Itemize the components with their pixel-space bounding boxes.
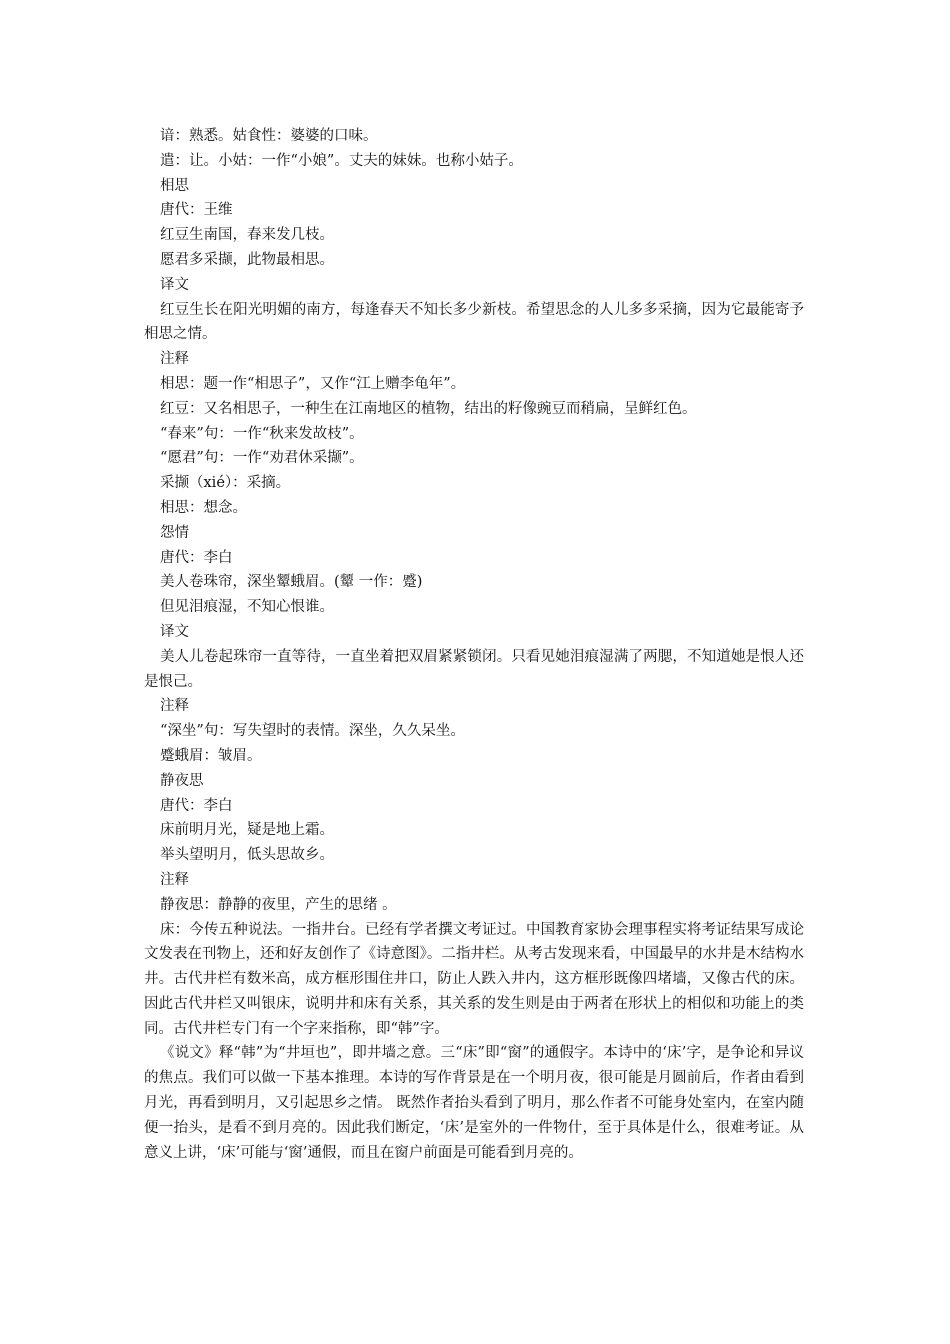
note-paragraph: 《说文》释“韩”为“井垣也”，即井墙之意。三“床”即“窗”的通假字。本诗中的‘床’字，是争论和异议的焦点。我们可以做一下基本推理。本诗的写作背景是在一个明月夜，很可能是月圆前后，作者由看到月光，再看到明月，又引起思乡之情。 既然作者抬头看到了明月，那么作者不可能身处室内，在室内随便一抬头，是看不到月亮的。因此我们断定，‘床’是室外的一件物什，至于具体是什么，很难考证。从意义上讲，‘床’可能与‘窗’通假，而且在窗户前面是可能看到月亮的。 — [144, 1045, 804, 1161]
note-line: “愿君”句：一作“劝君休采撷”。 — [160, 450, 364, 467]
poem-verse: 但见泪痕湿，不知心恨谁。 — [160, 599, 334, 616]
section-heading: 注释 — [160, 871, 189, 888]
poem-title: 相思 — [160, 177, 189, 194]
note-line: 采撷（xié）：采摘。 — [160, 475, 291, 492]
document-page — [144, 124, 804, 1165]
section-heading: 译文 — [160, 623, 189, 640]
poem-verse: 红豆生南国，春来发几枝。 — [160, 227, 334, 244]
poem-author: 唐代：王维 — [160, 202, 233, 219]
translation-paragraph: 美人儿卷起珠帘一直等待，一直坐着把双眉紧紧锁闭。只看见她泪痕湿满了两腮，不知道她是恨人还是恨己。 — [144, 648, 804, 690]
poem-title: 静夜思 — [160, 772, 204, 789]
text-line: 谙：熟悉。姑食性：婆婆的口味。 — [160, 128, 378, 144]
note-line: 相思：想念。 — [160, 499, 247, 516]
poem-verse: 床前明月光，疑是地上霜。 — [160, 822, 334, 839]
poem-verse: 举头望明月，低头思故乡。 — [160, 847, 334, 864]
poem-author: 唐代：李白 — [160, 797, 233, 814]
translation-paragraph: 红豆生长在阳光明媚的南方，每逢春天不知长多少新枝。希望思念的人儿多多采摘，因为它最能寄予相思之情。 — [144, 301, 804, 343]
poem-title: 怨情 — [160, 524, 189, 541]
note-line: “春来”句：一作“秋来发故枝”。 — [160, 425, 364, 442]
note-line: 静夜思：静静的夜里，产生的思绪 。 — [160, 896, 397, 913]
note-line: 红豆：又名相思子，一种生在江南地区的植物，结出的籽像豌豆而稍扁，呈鲜红色。 — [160, 400, 697, 417]
poem-verse: 美人卷珠帘，深坐颦蛾眉。(颦 一作：蹙) — [160, 574, 423, 591]
section-heading: 注释 — [160, 351, 189, 368]
note-paragraph: 床：今传五种说法。一指井台。已经有学者撰文考证过。中国教育家协会理事程实将考证结果写成论文发表在刊物上，还和好友创作了《诗意图》。二指井栏。从考古发现来看，中国最早的水井是木结构水井。古代井栏有数米高，成方框形围住井口，防止人跌入井内，这方框形既像四堵墙，又像古代的床。因此古代井栏又叫银床，说明井和床有关系，其关系的发生则是由于两者在形状上的相似和功能上的类同。古代井栏专门有一个字来指称，即“韩”字。 — [144, 921, 804, 1037]
note-line: 相思：题一作“相思子”，又作“江上赠李龟年”。 — [160, 375, 466, 392]
poem-author: 唐代：李白 — [160, 549, 233, 566]
section-heading: 注释 — [160, 698, 189, 715]
section-heading: 译文 — [160, 276, 189, 293]
note-line: 蹙蛾眉：皱眉。 — [160, 747, 262, 764]
poem-verse: 愿君多采撷，此物最相思。 — [160, 251, 334, 268]
text-line: 遣：让。小姑：一作“小娘”。丈夫的妹妹。也称小姑子。 — [160, 152, 523, 169]
note-line: “深坐”句：写失望时的表情。深坐，久久呆坐。 — [160, 723, 465, 740]
